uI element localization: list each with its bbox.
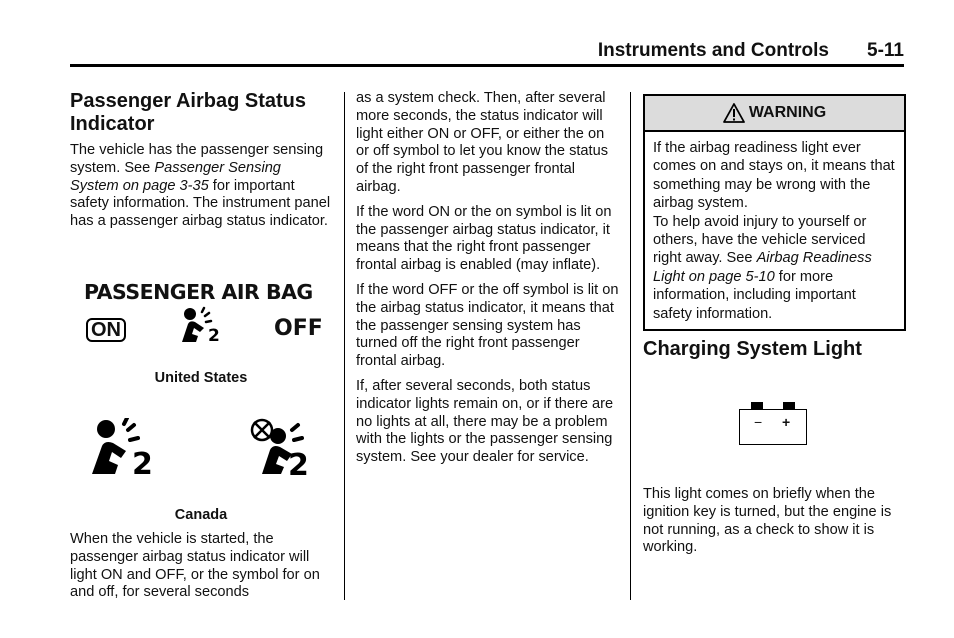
us-indicator-graphic xyxy=(84,280,324,346)
paragraph-system-check: as a system check. Then, after several more seconds, the status indicator will light either ON or OFF, or either the on or off symbol to let you know the status of the right front passenger frontal airbag. xyxy=(356,90,609,195)
warning-label: WARNING xyxy=(748,104,827,121)
paragraph-startup: When the vehicle is started, the passenger airbag status indicator will light ON and OFF, or the symbol for on and off, for several seconds xyxy=(70,531,320,601)
airbag-off-symbol-icon xyxy=(240,414,316,480)
column-1-continued xyxy=(70,531,332,609)
cross-reference: Passenger Sensing System on page 3-35 xyxy=(70,159,281,194)
column-3-body xyxy=(643,486,905,564)
column-1 xyxy=(70,90,332,238)
warning-paragraph-2: To help avoid injury to yourself or others, have the vehicle serviced right away. See Airbag Readiness Light on page 5-10 for more information, including important safety information. xyxy=(653,213,872,322)
battery-icon xyxy=(739,400,809,448)
warning-box xyxy=(643,94,906,331)
section-heading-charging-system: Charging System Light xyxy=(643,338,862,360)
us-indicator-title: PASSENGER AIR BAG xyxy=(84,280,313,304)
airbag-on-symbol-icon xyxy=(88,418,160,480)
paragraph-intro: The vehicle has the passenger sensing system. See Passenger Sensing System on page 3-35 for important safety information. The instrument panel has a passenger airbag status indicator. xyxy=(70,142,331,230)
svg-text:2: 2 xyxy=(132,447,153,480)
caption-canada: Canada xyxy=(174,507,228,523)
airbag-passenger-icon xyxy=(178,306,228,344)
us-indicator-off: OFF xyxy=(274,316,323,341)
battery-plus: + xyxy=(782,414,791,430)
warning-triangle-icon xyxy=(723,103,745,123)
paragraph-on-status: If the word ON or the on symbol is lit on the passenger airbag status indicator, it means that the right front passenger frontal airbag is enabled (may inflate). xyxy=(356,203,612,274)
battery-minus: − xyxy=(754,414,763,430)
cross-reference: Airbag Readiness Light on page 5-10 xyxy=(653,250,872,285)
paragraph-service: If, after several seconds, both status indicator lights remain on, or if there are no lights at all, there may be a problem with the lights or the passenger sensing system. See your dealer for service. xyxy=(356,377,614,466)
paragraph-charging-light: This light comes on briefly when the ignition key is turned, but the engine is not running, as a check to show it is working. xyxy=(643,486,892,556)
column-divider-1 xyxy=(344,92,345,600)
svg-text:2: 2 xyxy=(208,326,220,344)
section-heading-airbag-status: Passenger Airbag Status Indicator xyxy=(70,90,307,135)
us-indicator-on: ON xyxy=(86,318,126,342)
page-number: 5-11 xyxy=(867,40,904,61)
warning-paragraph-1: If the airbag readiness light ever comes on and stays on, it means that something may be wrong with the airbag system. xyxy=(653,140,895,212)
caption-united-states: United States xyxy=(154,370,248,386)
svg-text:2: 2 xyxy=(288,448,309,480)
page-header xyxy=(70,38,904,67)
paragraph-off-status: If the word OFF or the off symbol is lit on the airbag status indicator, it means that the passenger sensing system has turned off the right front passenger frontal airbag. xyxy=(356,281,619,370)
section-title: Instruments and Controls xyxy=(597,40,829,61)
column-2 xyxy=(356,90,620,474)
column-divider-2 xyxy=(630,92,631,600)
warning-body xyxy=(645,132,904,323)
warning-header xyxy=(645,96,904,132)
